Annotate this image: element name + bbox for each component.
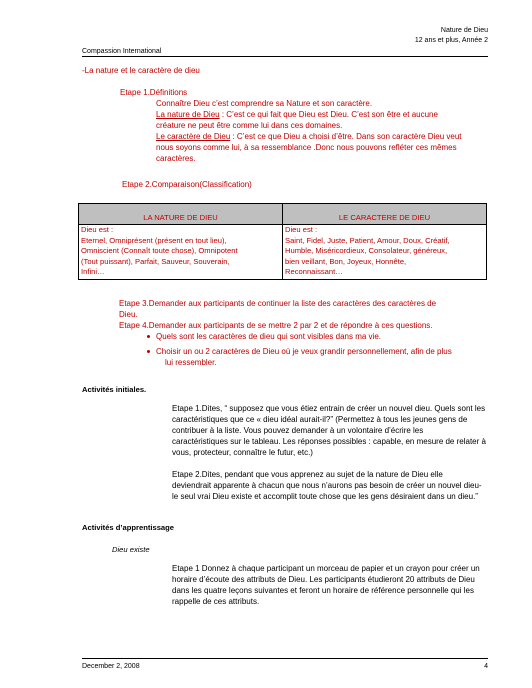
header-subtitle: 12 ans et plus, Année 2 [414, 37, 488, 44]
paragraph-line: rappelle de ces attributs. [172, 597, 260, 606]
comparison-table [78, 203, 487, 280]
step1-line3: créature ne peut être comme lui dans ces domaines. [156, 121, 343, 130]
term-caractere: Le caractère de Dieu [156, 132, 231, 141]
activites-apprentissage-heading: Activités d’apprentissage [82, 523, 175, 532]
nature-line: Infini… [81, 267, 105, 277]
nature-line: (Tout puissant), Parfait, Sauveur, Souverain, [81, 256, 230, 266]
step1-line6: caractères. [156, 154, 196, 163]
table-header-row [79, 204, 487, 225]
header-rule [82, 56, 488, 57]
caractere-line: Humble, Miséricordieux, Consolateur, généreux, [285, 246, 448, 256]
table-body-row [79, 225, 487, 280]
step1-line2-rest: : C’est ce qui fait que Dieu est Dieu. C’est son être et aucune [219, 110, 438, 119]
nature-line: Omniscient (Connaît toute chose), Omnipotent [81, 246, 238, 256]
paragraph-line: contribuer à la liste. Vous pouvez demander à un volontaire d’écrire les [172, 426, 424, 435]
caractere-line: Saint, Fidel, Juste, Patient, Amour, Doux, Créatif, [285, 235, 450, 245]
table-cell-nature [79, 225, 283, 280]
paragraph-line: dans les quatre leçons suivantes et feront un horaire de référence personnelle qui les [172, 586, 474, 595]
paragraph-line: Etape 2.Dites, pendant que vous apprenez au sujet de la nature de Dieu elle [172, 470, 443, 479]
caractere-line: Reconnaissant… [285, 267, 343, 277]
paragraph-line: Etape 1.Dites, “ supposez que vous étiez entrain de créer un nouvel dieu. Quels sont les [172, 404, 486, 413]
footer-date: December 2, 2008 [82, 663, 140, 670]
step1-line4 [156, 131, 462, 142]
step4-bullet2-line1: Choisir un ou 2 caractères de Dieu où je veux grandir personnellement, afin de plus [156, 347, 452, 356]
table-header-nature: LA NATURE DE DIEU [79, 204, 283, 225]
bullet-dot [147, 335, 150, 338]
step3-line1: Etape 3.Demander aux participants de continuer la liste des caractères des caractères de [119, 299, 437, 308]
caractere-line: Dieu est : [285, 225, 318, 235]
step1-line2 [156, 109, 438, 120]
table-cell-caractere [283, 225, 487, 280]
step2-heading: Etape 2.Comparaison(Classification) [122, 180, 252, 189]
activites-initiales-p2 [172, 469, 482, 502]
activites-initiales-p1 [172, 403, 486, 458]
footer-rule [82, 658, 488, 659]
activites-initiales-heading: Activités initiales. [82, 385, 147, 394]
activites-apprentissage-p1 [172, 563, 480, 607]
step1-line5: nous soyons comme lui, à sa ressemblance .Donc nous pouvons refléter ces mêmes [156, 143, 457, 152]
header-org: Compassion International [82, 48, 162, 55]
step3-line2: Dieu. [119, 310, 138, 319]
step1-heading: Etape 1.Définitions [120, 88, 188, 97]
paragraph-line: caractéristiques sur le tableau. Les réponses possibles : capable, en mesure de relater à [172, 437, 486, 446]
dieu-existe-subheading: Dieu existe [112, 545, 150, 554]
step1-line4-rest: : C’est ce que Dieu a choisi d’être. Dans son caractère Dieu veut [230, 132, 462, 141]
nature-line: Eternel, Omniprésent (présent en tout lieu), [81, 235, 227, 245]
caractere-line: bien veillant, Bon, Joyeux, Honnête, [285, 256, 407, 266]
footer-page-number: 4 [484, 663, 488, 670]
paragraph-line: deviendrait apparente à chacun que nous n’aurons pas besoin de créer un nouvel dieu- [172, 481, 482, 490]
header-title: Nature de Dieu [440, 27, 488, 34]
paragraph-line: caractéristiques que ce « dieu idéal aurait-il?” (Permettez à tous les jeunes gens de [172, 415, 468, 424]
nature-line: Dieu est : [81, 225, 114, 235]
section-title: -La nature et le caractère de dieu [82, 66, 200, 75]
paragraph-line: vous, protecteur, connaître le futur, etc.) [172, 448, 313, 457]
paragraph-line: le seul vrai Dieu existe et accomplit toute chose que les gens désiraient dans un dieu.” [172, 492, 478, 501]
paragraph-line: horaire d’écoute des attributs de Dieu. Les participants étudieront 20 attributs de Dieu [172, 575, 475, 584]
step4-bullet2-line2: lui ressembler. [165, 358, 217, 367]
paragraph-line: Etape 1 Donnez à chaque participant un morceau de papier et un crayon pour créer un [172, 564, 480, 573]
step1-line1: Connaître Dieu c’est comprendre sa Nature et son caractère. [156, 99, 373, 108]
term-nature: La nature de Dieu [156, 110, 220, 119]
step4-line1: Etape 4.Demander aux participants de se mettre 2 par 2 et de répondre à ces questions. [119, 321, 433, 330]
step4-bullet1: Quels sont les caractères de dieu qui sont visibles dans ma vie. [156, 332, 382, 341]
table-header-caractere: LE CARACTERE DE DIEU [283, 204, 487, 225]
bullet-dot [147, 350, 150, 353]
